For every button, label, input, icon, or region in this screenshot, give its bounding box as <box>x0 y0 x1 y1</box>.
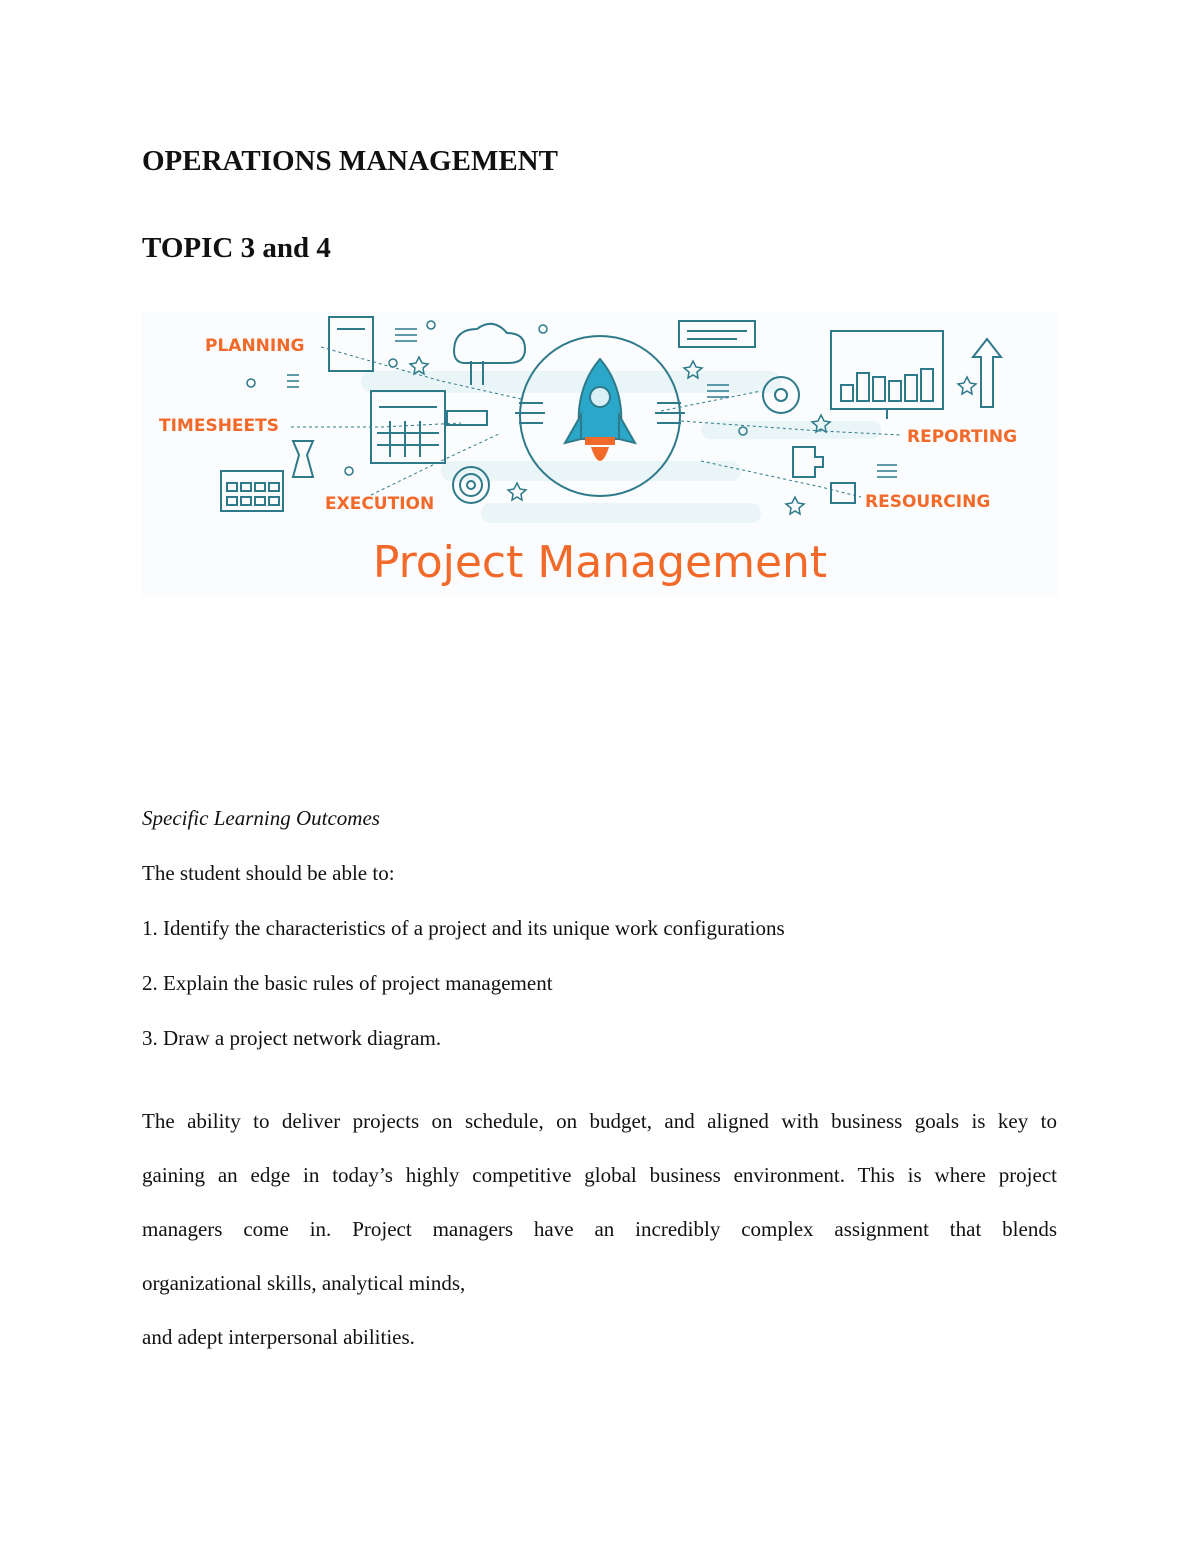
body-paragraph <box>142 1106 1057 1376</box>
label-planning: PLANNING <box>205 336 305 356</box>
paragraph-line: organizational skills, analytical minds, <box>142 1271 466 1295</box>
banner-caption: Project Management <box>372 537 828 588</box>
label-resourcing: RESOURCING <box>865 492 991 512</box>
label-execution: EXECUTION <box>325 494 435 514</box>
learning-intro: The student should be able to: <box>142 861 395 885</box>
outcome-item: 3. Draw a project network diagram. <box>142 1026 442 1050</box>
paragraph-line: gaining an edge in today’s highly competitive global business environment. This is where project <box>142 1163 1057 1187</box>
paragraph-line: The ability to deliver projects on schedule, on budget, and aligned with business goals is key to <box>142 1109 1057 1133</box>
document-subtitle: TOPIC 3 and 4 <box>142 232 331 264</box>
label-timesheets: TIMESHEETS <box>159 416 279 436</box>
project-management-banner <box>141 311 1058 597</box>
document-title: OPERATIONS MANAGEMENT <box>142 145 558 177</box>
paragraph-line: and adept interpersonal abilities. <box>142 1325 415 1349</box>
learning-outcomes-heading: Specific Learning Outcomes <box>142 806 380 830</box>
outcome-item: 1. Identify the characteristics of a project and its unique work configurations <box>142 916 785 940</box>
paragraph-line: managers come in. Project managers have an incredibly complex assignment that blends <box>142 1217 1057 1241</box>
label-reporting: REPORTING <box>907 427 1018 447</box>
outcome-item: 2. Explain the basic rules of project management <box>142 971 553 995</box>
